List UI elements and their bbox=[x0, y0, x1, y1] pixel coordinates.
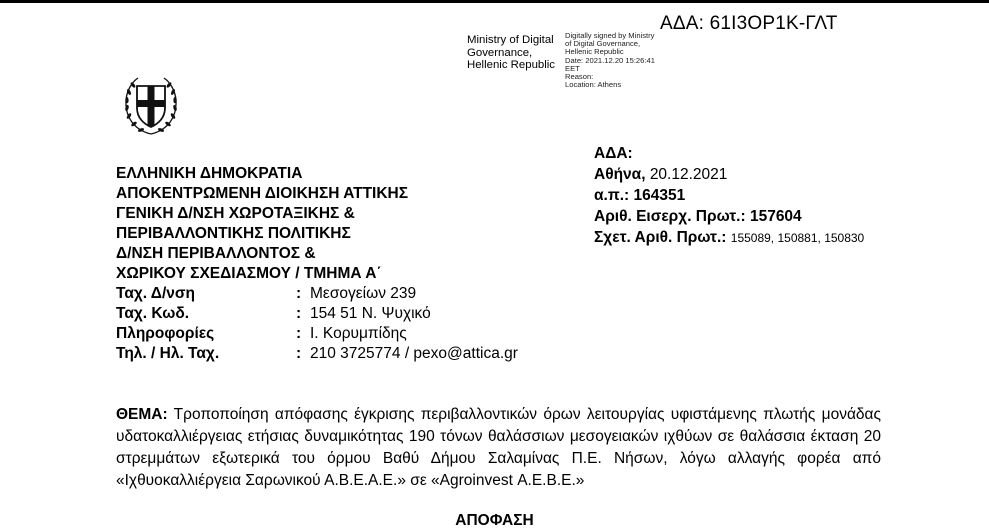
authority-line: ΧΩΡΙΚΟΥ ΣΧΕΔΙΑΣΜΟΥ / ΤΜΗΜΑ Α΄ bbox=[116, 265, 382, 282]
contact-label: Ταχ. Κωδ. bbox=[116, 305, 190, 322]
ada-line bbox=[594, 143, 864, 164]
authority-line: ΕΛΛΗΝΙΚΗ ΔΗΜΟΚΡΑΤΙΑ bbox=[116, 165, 303, 182]
related-protocol-numbers: 155089, 150881, 150830 bbox=[730, 231, 865, 245]
contact-value: 210 3725774 / pexo@attica.gr bbox=[310, 345, 518, 362]
ada-label: ΑΔΑ: bbox=[594, 145, 633, 162]
related-protocol-label: Σχετ. Αριθ. Πρωτ.: bbox=[594, 229, 727, 246]
authority-line: Δ/ΝΣΗ ΠΕΡΙΒΑΛΛΟΝΤΟΣ & bbox=[116, 245, 316, 262]
signature-detail-line: EET bbox=[565, 63, 580, 73]
place-label: Αθήνα, bbox=[594, 166, 646, 183]
signature-detail-line: Reason: bbox=[565, 72, 594, 82]
signature-detail-line: of Digital Governance, bbox=[565, 39, 641, 49]
contact-label: Ταχ. Δ/νση bbox=[116, 285, 195, 302]
contact-colon: : bbox=[296, 325, 302, 342]
signature-detail-line: Location: Athens bbox=[565, 80, 622, 90]
contact-colon: : bbox=[296, 285, 302, 302]
subject-label: ΘΕΜΑ: bbox=[116, 406, 168, 423]
signature-detail-line: Date: 2021.12.20 15:26:41 bbox=[565, 55, 655, 65]
protocol-line bbox=[594, 185, 864, 206]
signature-detail-line: Hellenic Republic bbox=[565, 47, 624, 57]
related-protocol-line bbox=[594, 227, 864, 249]
contact-value: Μεσογείων 239 bbox=[310, 285, 417, 302]
incoming-protocol-label: Αριθ. Εισερχ. Πρωτ.: bbox=[594, 208, 746, 225]
signature-issuer-line: Ministry of Digital bbox=[467, 34, 554, 46]
date-line bbox=[594, 164, 864, 185]
protocol-number: 164351 bbox=[633, 187, 686, 204]
digital-signature-details bbox=[565, 32, 655, 89]
contact-colon: : bbox=[296, 305, 302, 322]
contact-colon: : bbox=[296, 345, 302, 362]
ada-code-top: ΑΔΑ: 61Ι3ΟΡ1Κ-ΓΛΤ bbox=[660, 13, 838, 34]
contact-value: Ι. Κορυμπίδης bbox=[310, 325, 407, 342]
subject-paragraph bbox=[116, 404, 881, 492]
hellenic-emblem-icon bbox=[120, 72, 182, 138]
issuing-authority-block bbox=[116, 164, 408, 284]
signature-detail-line: Digitally signed by Ministry bbox=[565, 31, 655, 40]
document-reference-block bbox=[594, 143, 864, 249]
authority-line: ΓΕΝΙΚΗ Δ/ΝΣΗ ΧΩΡΟΤΑΞΙΚΗΣ & bbox=[116, 205, 355, 222]
digital-signature-issuer bbox=[467, 34, 555, 72]
protocol-label: α.π.: bbox=[594, 187, 630, 204]
contact-label: Τηλ. / Ηλ. Ταχ. bbox=[116, 345, 220, 362]
document-date: 20.12.2021 bbox=[649, 166, 728, 183]
contact-label: Πληροφορίες bbox=[116, 325, 215, 342]
signature-issuer-line: Governance, bbox=[467, 46, 533, 59]
top-border-line bbox=[0, 0, 989, 3]
incoming-protocol-line bbox=[594, 206, 864, 227]
decision-heading: ΑΠΟΦΑΣΗ bbox=[455, 512, 534, 529]
incoming-protocol-number: 157604 bbox=[749, 208, 802, 225]
contact-value: 154 51 Ν. Ψυχικό bbox=[310, 305, 431, 322]
subject-text: Τροποποίηση απόφασης έγκρισης περιβαλλοντικών όρων λειτουργίας υφιστάμενης πλωτής μονάδας υδατοκαλλιέργειας ετήσιας δυναμικότητας 190 τόνων θαλάσσιων μεσογειακών ιχθύων σε θαλάσσια έκταση 20 στρεμμάτων εξωτερικά του όρμου Βαθύ Δήμου Σαλαμίνας Π.Ε. Νήσων, λόγω αλλαγής φορέα από «Ιχθυοκαλλιέργεια Σαρωνικού Α.Β.Ε.Α.Ε.» σε «Agroinvest Α.Ε.Β.Ε.» bbox=[116, 406, 881, 489]
authority-line: ΠΕΡΙΒΑΛΛΟΝΤΙΚΗΣ ΠΟΛΙΤΙΚΗΣ bbox=[116, 225, 351, 242]
authority-line: ΑΠΟΚΕΝΤΡΩΜΕΝΗ ΔΙΟΙΚΗΣΗ ΑΤΤΙΚΗΣ bbox=[116, 185, 409, 202]
signature-issuer-line: Hellenic Republic bbox=[467, 59, 556, 72]
